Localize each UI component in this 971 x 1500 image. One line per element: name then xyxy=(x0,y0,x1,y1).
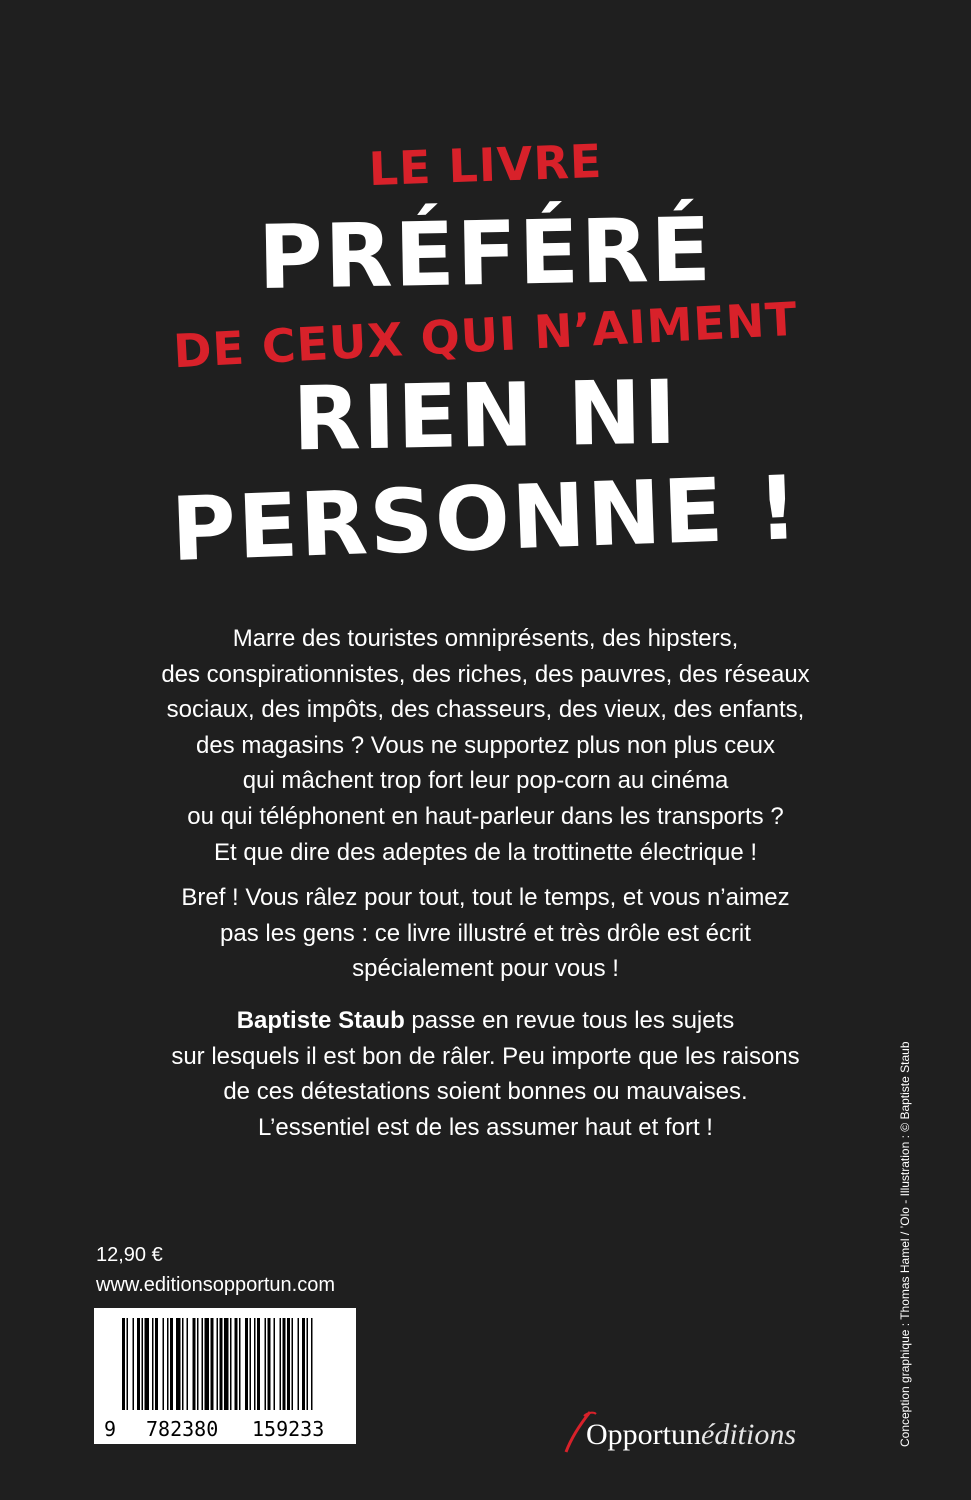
barcode-bar xyxy=(283,1318,286,1410)
publisher-name: Opportun xyxy=(586,1418,701,1451)
barcode-bar xyxy=(254,1318,256,1410)
barcode-bar xyxy=(182,1318,184,1410)
barcode-bar xyxy=(311,1318,313,1410)
barcode-bar xyxy=(155,1318,158,1410)
blurb-line: des magasins ? Vous ne supportez plus non plus ceux xyxy=(195,731,776,759)
barcode-bar xyxy=(167,1318,169,1410)
publisher-logo xyxy=(560,1408,880,1458)
barcode-bar xyxy=(137,1318,140,1410)
barcode-bar xyxy=(287,1318,290,1410)
headline-line-1: LE LIVRE xyxy=(367,133,604,197)
barcode-bar xyxy=(220,1318,223,1410)
barcode-bar xyxy=(235,1318,238,1410)
barcode-bar xyxy=(197,1318,199,1410)
isbn-group-1: 782380 xyxy=(146,1417,219,1441)
barcode-bar xyxy=(211,1318,214,1410)
barcode-bar xyxy=(298,1318,300,1410)
blurb-line-rest: passe en revue tous les sujets xyxy=(404,1007,735,1034)
blurb-line: Et que dire des adeptes de la trottinette électrique ! xyxy=(213,838,757,866)
headline-line-4: RIEN NI xyxy=(291,360,680,471)
blurb-paragraph-3 xyxy=(110,1003,861,1145)
barcode-graphic xyxy=(94,1308,356,1444)
isbn-first-digit: 9 xyxy=(104,1417,117,1441)
barcode-bar xyxy=(280,1318,282,1410)
isbn-group-2: 159233 xyxy=(252,1417,325,1441)
website-url: www.editionsopportun.com xyxy=(96,1274,336,1296)
barcode-bar xyxy=(122,1318,125,1410)
blurb-line: pas les gens : ce livre illustré et très drôle est écrit xyxy=(220,919,751,947)
price: 12,90 € xyxy=(96,1244,163,1266)
blurb-line: de ces détestations soient bonnes ou mauvaises. xyxy=(223,1078,748,1106)
barcode-bar xyxy=(142,1318,144,1410)
barcode-bar xyxy=(193,1318,196,1410)
blurb-line: Bref ! Vous râlez pour tout, tout le temps, et vous n’aimez xyxy=(181,884,790,911)
barcode-bar xyxy=(224,1318,229,1410)
author-name: Baptiste Staub xyxy=(236,1007,405,1034)
publisher-suffix: éditions xyxy=(701,1418,796,1451)
credits: Conception graphique : Thomas Hamel / ’Olo - Illustration : © Baptiste Staub xyxy=(898,1041,912,1447)
barcode-bar xyxy=(302,1318,305,1410)
blurb-line: sociaux, des impôts, des chasseurs, des vieux, des enfants, xyxy=(166,696,805,724)
barcode-bar xyxy=(187,1318,189,1410)
barcode-bar xyxy=(202,1318,204,1410)
barcode-bar xyxy=(230,1318,232,1410)
barcode-bar xyxy=(152,1318,154,1410)
barcode-bar xyxy=(205,1318,210,1410)
barcode-bar xyxy=(163,1318,165,1410)
headline-line-5: PERSONNE ! xyxy=(169,456,802,581)
barcode-bar xyxy=(217,1318,219,1410)
blurb-line: L’essentiel est de les assumer haut et fort ! xyxy=(258,1113,713,1141)
blurb-line: des conspirationnistes, des riches, des pauvres, des réseaux xyxy=(161,660,810,688)
barcode xyxy=(94,1308,356,1444)
barcode-bar xyxy=(274,1318,276,1410)
blurb-line: Marre des touristes omniprésents, des hipsters, xyxy=(232,625,739,652)
barcode-bar xyxy=(250,1318,252,1410)
barcode-bar xyxy=(176,1318,181,1410)
barcode-bar xyxy=(268,1318,271,1410)
blurb-line xyxy=(110,1003,861,1039)
barcode-bar xyxy=(145,1318,150,1410)
barcode-bar xyxy=(257,1318,260,1410)
blurb-line: spécialement pour vous ! xyxy=(352,955,619,983)
blurb-line: qui mâchent trop fort leur pop-corn au cinéma xyxy=(242,767,729,795)
blurb-line: sur lesquels il est bon de râler. Peu importe que les raisons xyxy=(171,1042,800,1070)
blurb-paragraph-1 xyxy=(110,621,861,870)
barcode-bar xyxy=(133,1318,135,1410)
barcode-bar xyxy=(127,1318,129,1410)
headline-line-2: PRÉFÉRÉ xyxy=(257,198,714,309)
barcode-bar xyxy=(239,1318,241,1410)
blurb-line: ou qui téléphonent en haut-parleur dans les transports ? xyxy=(187,802,784,830)
barcode-bar xyxy=(292,1318,294,1410)
barcode-bar xyxy=(170,1318,173,1410)
headline-line-3: DE CEUX QUI N’AIMENT xyxy=(172,291,799,379)
barcode-bar xyxy=(265,1318,267,1410)
barcode-bar xyxy=(245,1318,248,1410)
barcode-bar xyxy=(307,1318,309,1410)
blurb-paragraph-2 xyxy=(110,880,861,987)
